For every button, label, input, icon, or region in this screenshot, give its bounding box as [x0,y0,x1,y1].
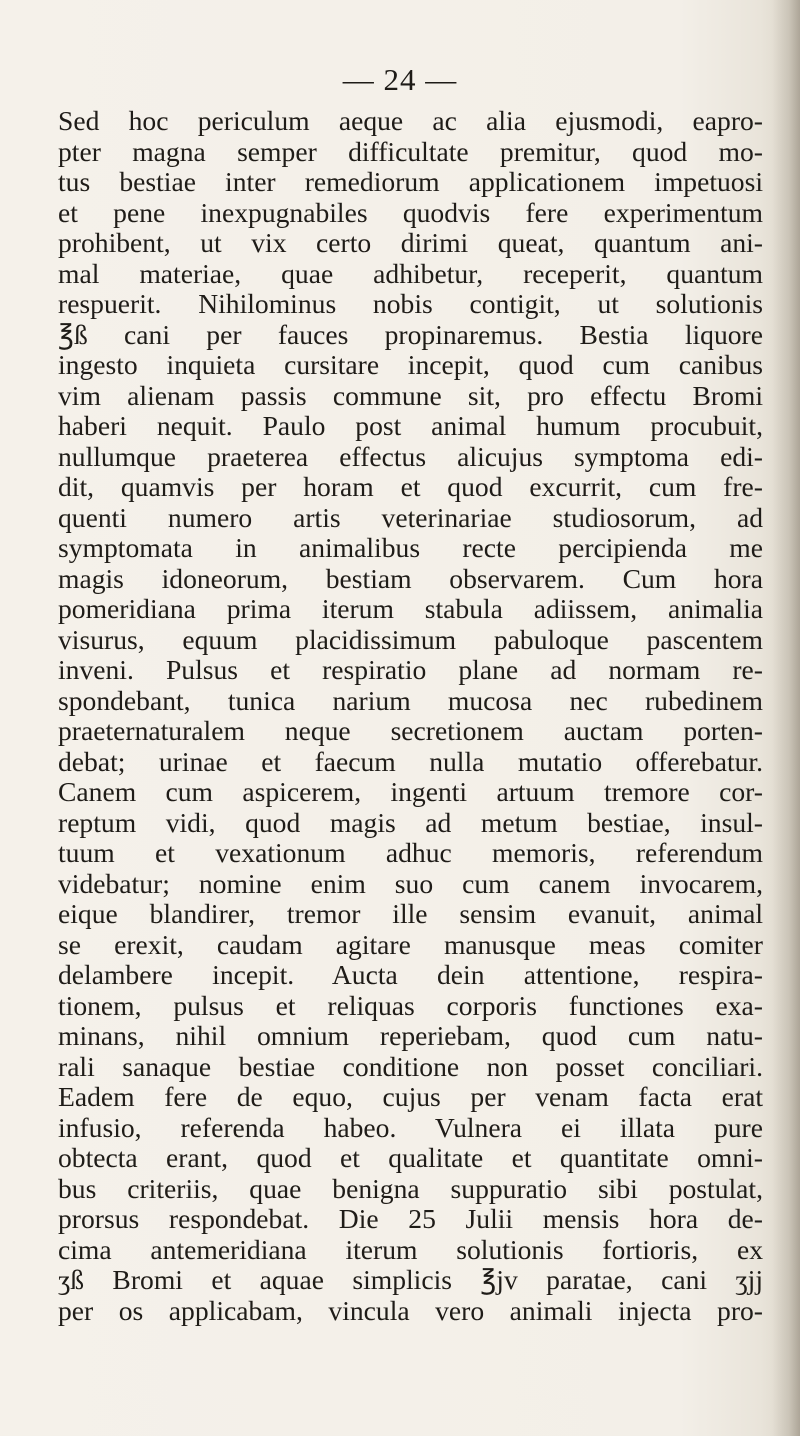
text-line: tionem, pulsus et reliquas corporis functiones exa- [58,989,763,1021]
text-line: inveni. Pulsus et respiratio plane ad normam re- [58,654,763,685]
text-line: symptomata in animalibus recte percipienda me [58,532,763,563]
page-edge-shadow [772,0,800,1436]
text-line: spondebant, tunica narium mucosa nec rubedinem [58,684,763,716]
text-line: per os applicabam, vincula vero animali injecta pro- [58,1294,763,1326]
text-line: ingesto inquieta cursitare incepit, quod cum canibus [58,349,763,380]
text-line: mal materiae, quae adhibetur, receperit, quantum [58,257,763,289]
text-line: infusio, referenda habeo. Vulnera ei illata pure [58,1111,763,1143]
text-line: respuerit. Nihilominus nobis contigit, ut solutionis [58,288,763,319]
text-line: eique blandirer, tremor ille sensim evanuit, animal [58,898,763,929]
text-line: pter magna semper difficultate premitur, quod mo- [58,135,763,167]
text-line: cima antemeridiana iterum solutionis fortioris, ex [58,1233,763,1265]
text-line: prohibent, ut vix certo dirimi queat, quantum ani- [58,227,763,258]
text-line: minans, nihil omnium reperiebam, quod cum natu- [58,1020,763,1051]
text-line: se erexit, caudam agitare manusque meas comiter [58,928,763,960]
text-line: praeternaturalem neque secretionem auctam porten- [58,715,763,746]
text-line: obtecta erant, quod et qualitate et quantitate omni- [58,1142,763,1173]
text-line: ℥ß cani per fauces propinaremus. Bestia liquore [58,318,763,350]
text-line: nullumque praeterea effectus alicujus symptoma edi- [58,440,763,472]
text-line: ʒß Bromi et aquae simplicis ℥jv paratae, cani ʒjj [58,1264,763,1295]
text-line: Eadem fere de equo, cujus per venam facta erat [58,1081,763,1112]
text-line: Canem cum aspicerem, ingenti artuum tremore cor- [58,776,763,807]
text-line: debat; urinae et faecum nulla mutatio offerebatur. [58,745,763,777]
page-number: — 24 — [342,62,458,97]
text-line: tus bestiae inter remediorum applicationem impetuosi [58,166,763,197]
text-line: reptum vidi, quod magis ad metum bestiae, insul- [58,806,763,838]
text-line: prorsus respondebat. Die 25 Julii mensis hora de- [58,1203,763,1234]
text-line: haberi nequit. Paulo post animal humum procubuit, [58,410,763,441]
text-line: et pene inexpugnabiles quodvis fere experimentum [58,196,763,228]
text-line: tuum et vexationum adhuc memoris, referendum [58,837,763,868]
body-text [58,106,763,1326]
text-line: Sed hoc periculum aeque ac alia ejusmodi, eapro- [58,105,763,136]
text-line: quenti numero artis veterinariae studiosorum, ad [58,501,763,533]
text-line: bus criteriis, quae benigna suppuratio sibi postulat, [58,1172,763,1204]
text-line: magis idoneorum, bestiam observarem. Cum hora [58,562,763,594]
text-line: visurus, equum placidissimum pabuloque pascentem [58,623,763,655]
text-line: rali sanaque bestiae conditione non posset conciliari. [58,1050,763,1082]
text-line: videbatur; nomine enim suo cum canem invocarem, [58,867,763,899]
text-line: dit, quamvis per horam et quod excurrit, cum fre- [58,471,763,502]
text-line: vim alienam passis commune sit, pro effectu Bromi [58,379,763,411]
text-line: delambere incepit. Aucta dein attentione, respira- [58,959,763,990]
text-line: pomeridiana prima iterum stabula adiissem, animalia [58,593,763,624]
